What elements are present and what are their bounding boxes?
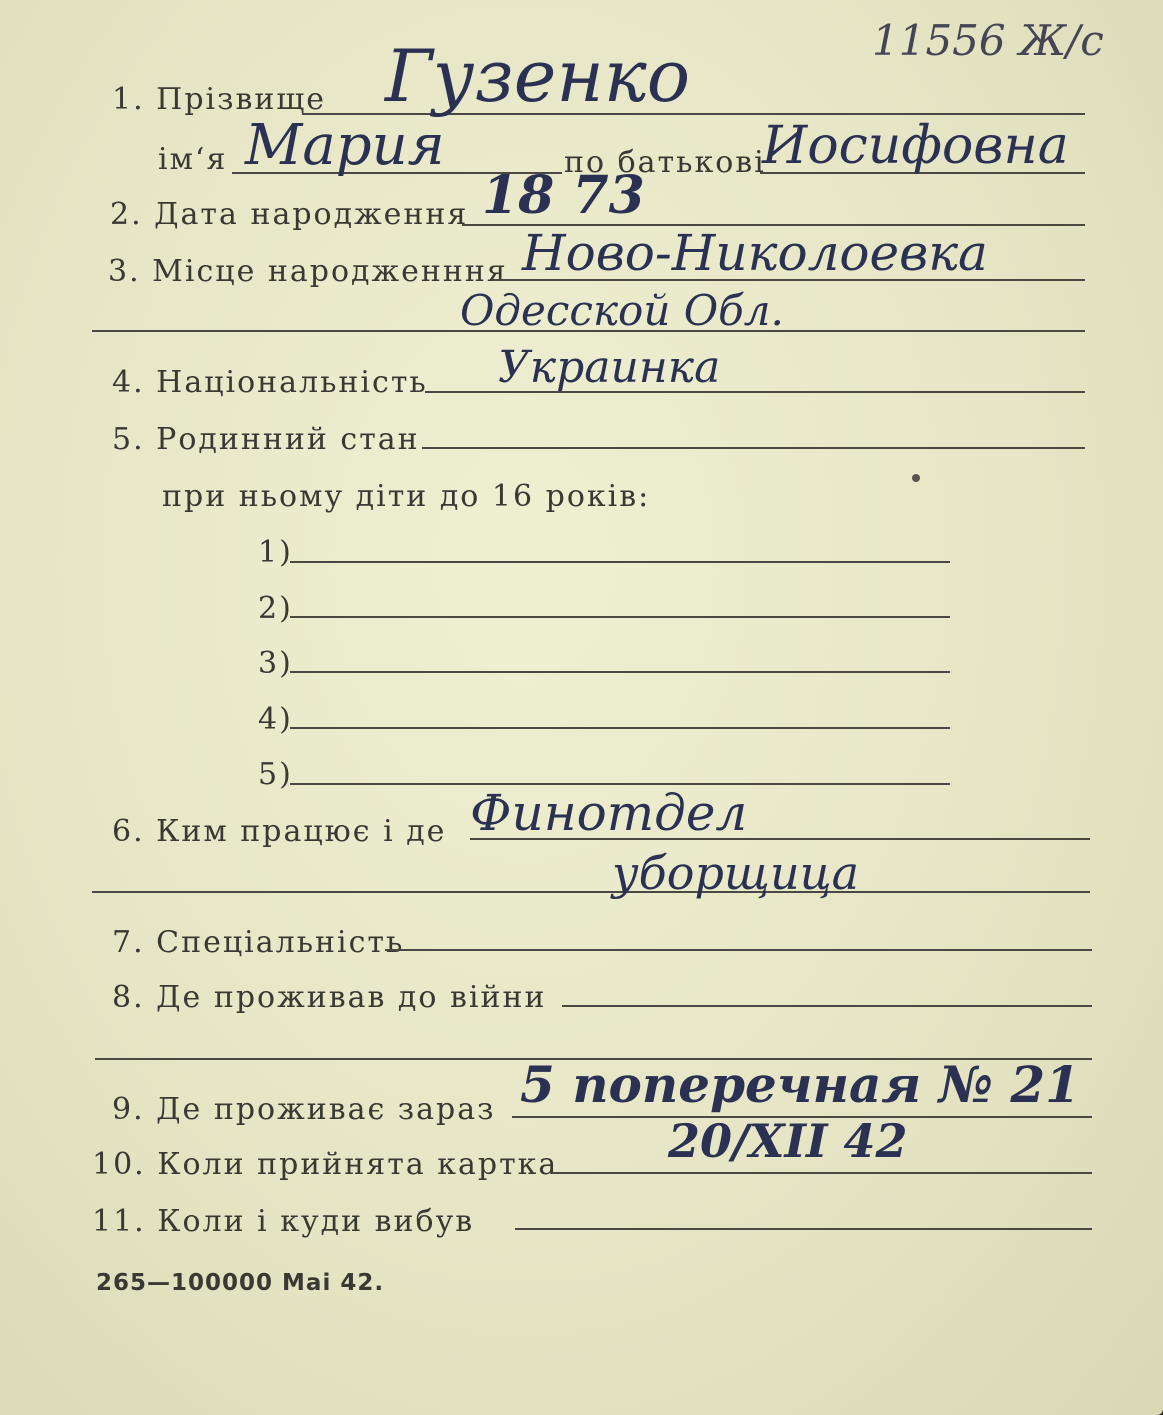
family-line — [422, 447, 1085, 449]
work-value-2[interactable]: уборщица — [612, 846, 860, 900]
print-run-footer: 265—100000 Маі 42. — [96, 1270, 385, 1296]
child-1-line — [290, 561, 950, 563]
child-4-line — [290, 727, 950, 729]
patronymic-value[interactable]: Иосифовна — [762, 116, 1069, 176]
work-line-2 — [92, 891, 1090, 893]
work-label: 6. Ким працює і де — [112, 814, 447, 849]
patronymic-label: по батькові — [564, 145, 766, 180]
corner-number: 11556 Ж/с — [872, 16, 1104, 65]
child-5-label: 5) — [258, 757, 293, 792]
nationality-label: 4. Національність — [112, 365, 428, 400]
birthdate-value[interactable]: 18 73 — [482, 165, 645, 226]
child-4-label: 4) — [258, 702, 293, 737]
surname-value[interactable]: Гузенко — [385, 34, 691, 118]
name-value[interactable]: Мария — [245, 113, 445, 178]
speciality-line — [385, 949, 1092, 951]
left-label: 11. Коли і куди вибув — [92, 1204, 475, 1239]
child-3-line — [290, 671, 950, 673]
nationality-value[interactable]: Украинка — [498, 342, 721, 393]
speciality-label: 7. Спеціальність — [112, 925, 405, 960]
child-3-label: 3) — [258, 646, 293, 681]
birthplace-label: 3. Місце народженння — [108, 254, 508, 289]
surname-label: 1. Прізвище — [112, 82, 327, 117]
children-label: при ньому діти до 16 років: — [162, 479, 651, 514]
current-label: 9. Де проживає зараз — [112, 1092, 496, 1127]
name-label: ім‘я — [158, 142, 228, 177]
accepted-line — [552, 1172, 1092, 1174]
birthplace-value[interactable]: Ново-Николоевка — [522, 224, 988, 282]
child-1-label: 1) — [258, 535, 293, 570]
birthdate-label: 2. Дата народження — [110, 197, 469, 232]
work-value[interactable]: Финотдел — [470, 784, 748, 842]
left-line — [515, 1228, 1092, 1230]
accepted-label: 10. Коли прийнята картка — [92, 1147, 559, 1182]
birthplace-value-2[interactable]: Одесской Обл. — [460, 286, 784, 335]
family-label: 5. Родинний стан — [112, 422, 420, 457]
paper-speck — [912, 474, 920, 482]
current-value[interactable]: 5 поперечная № 21 — [520, 1055, 1080, 1114]
prewar-label: 8. Де проживав до війни — [112, 980, 547, 1015]
accepted-value[interactable]: 20/XII 42 — [668, 1114, 908, 1168]
child-2-label: 2) — [258, 591, 293, 626]
child-2-line — [290, 616, 950, 618]
prewar-line — [562, 1005, 1092, 1007]
